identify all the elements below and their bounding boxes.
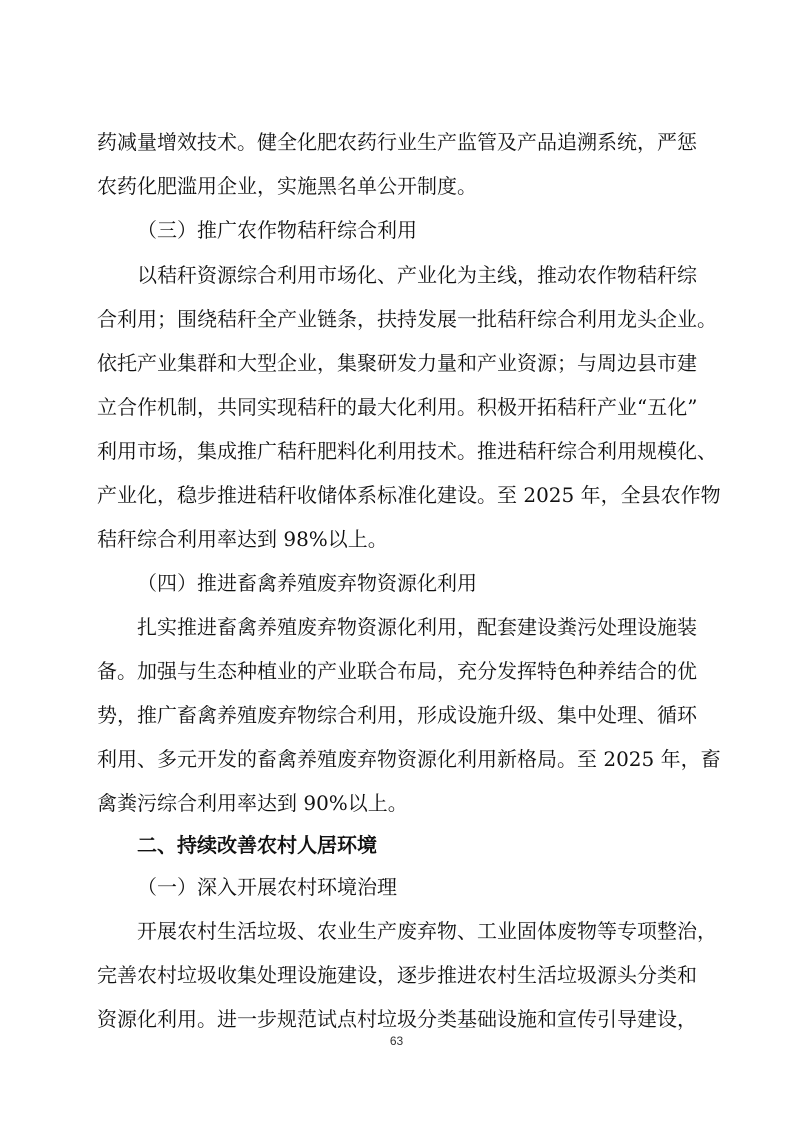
body-text-line: 扎实推进畜禽养殖废弃物资源化利用，配套建设粪污处理设施装	[137, 615, 697, 639]
body-text-line: 完善农村垃圾收集处理设施建设，逐步推进农村生活垃圾源头分类和	[97, 963, 697, 987]
section-heading: 二、持续改善农村人居环境	[137, 833, 377, 857]
body-text-line: 合利用；围绕秸秆全产业链条，扶持发展一批秸秆综合利用龙头企业。	[97, 307, 717, 331]
body-text-line: 势，推广畜禽养殖废弃物综合利用，形成设施升级、集中处理、循环	[97, 703, 697, 727]
subsection-heading: （四）推进畜禽养殖废弃物资源化利用	[137, 571, 477, 595]
body-text-line: 立合作机制，共同实现秸秆的最大化利用。积极开拓秸秆产业“五化”	[97, 395, 698, 419]
body-text-line: 秸秆综合利用率达到 98%以上。	[97, 527, 388, 551]
body-text-line: 利用、多元开发的畜禽养殖废弃物资源化利用新格局。至 2025 年，畜	[97, 747, 721, 771]
body-text-line: 依托产业集群和大型企业，集聚研发力量和产业资源；与周边县市建	[97, 351, 697, 375]
subsection-heading: （三）推广农作物秸秆综合利用	[137, 218, 417, 242]
body-text-line: 农药化肥滥用企业，实施黑名单公开制度。	[97, 174, 477, 198]
subsection-heading: （一）深入开展农村环境治理	[137, 875, 397, 899]
page-number: 63	[389, 1034, 404, 1048]
body-text-line: 以秸秆资源综合利用市场化、产业化为主线，推动农作物秸秆综	[137, 263, 697, 287]
body-text-line: 禽粪污综合利用率达到 90%以上。	[97, 791, 408, 815]
body-text-line: 利用市场，集成推广秸秆肥料化利用技术。推进秸秆综合利用规模化、	[97, 439, 717, 463]
body-text-line: 备。加强与生态种植业的产业联合布局，充分发挥特色种养结合的优	[97, 659, 697, 683]
body-text-line: 药减量增效技术。健全化肥农药行业生产监管及产品追溯系统，严惩	[97, 130, 697, 154]
body-text-line: 开展农村生活垃圾、农业生产废弃物、工业固体废物等专项整治，	[137, 919, 717, 943]
body-text-line: 产业化，稳步推进秸秆收储体系标准化建设。至 2025 年，全县农作物	[97, 483, 721, 507]
body-text-line: 资源化利用。进一步规范试点村垃圾分类基础设施和宣传引导建设，	[97, 1007, 697, 1031]
